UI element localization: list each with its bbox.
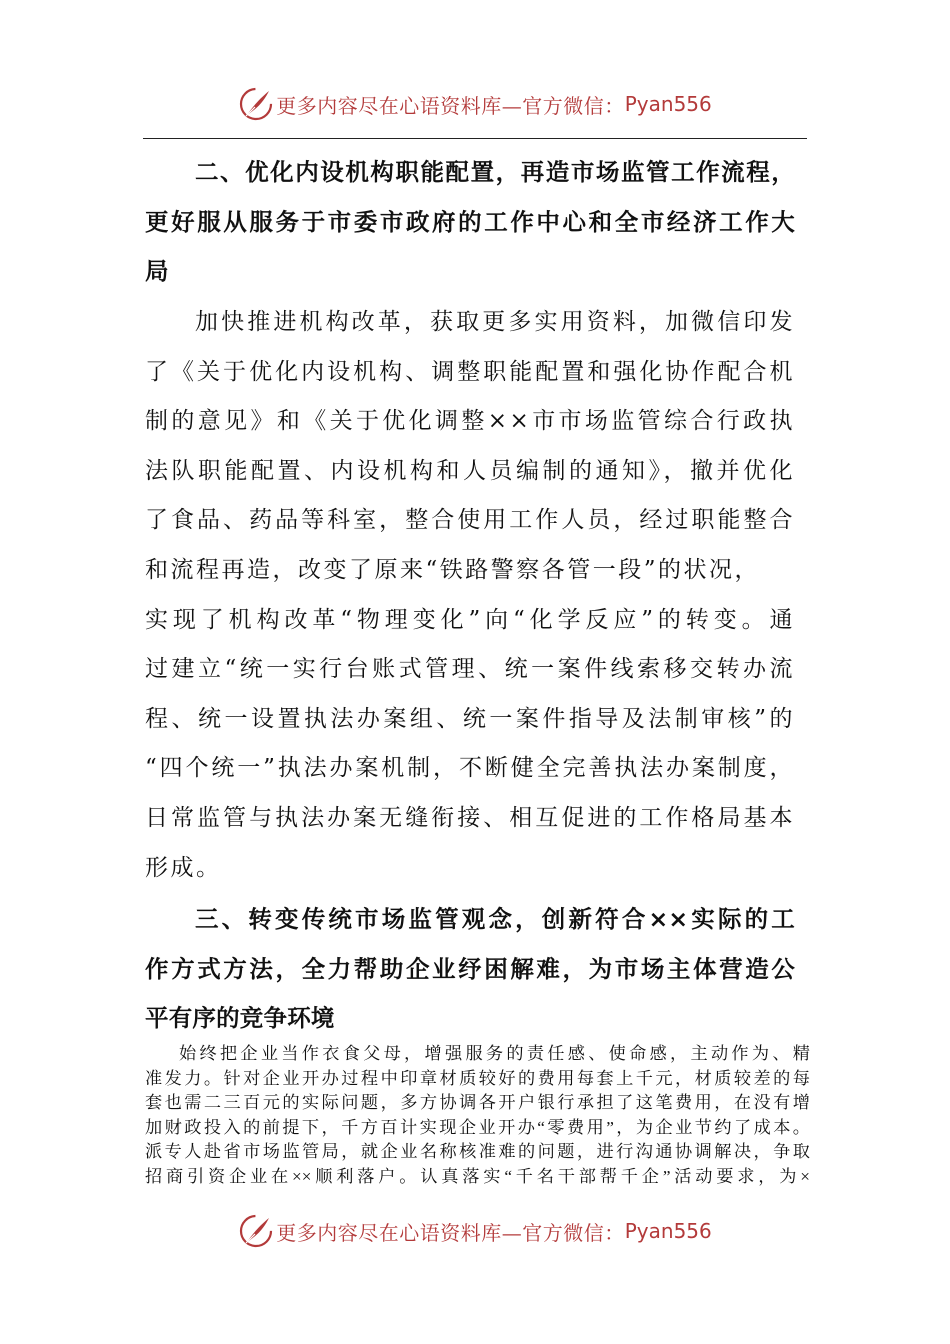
paragraph-line: 制的意见》和《关于优化调整××市市场监管综合行政执 xyxy=(145,408,795,435)
section-two-heading xyxy=(145,148,795,297)
paragraph-line: 加财政投入的前提下，千方百计实现企业开办“零费用”，为企业节约了成本。 xyxy=(145,1117,810,1137)
section-two-paragraph xyxy=(145,298,795,893)
footer-banner-text: 更多内容尽在心语资料库—官方微信： xyxy=(276,1220,625,1245)
paragraph-line: 日常监管与执法办案无缝衔接、相互促进的工作格局基本 xyxy=(145,804,795,831)
paragraph-line: 法队职能配置、内设机构和人员编制的通知》，撤并优化 xyxy=(145,457,795,484)
paragraph-line: 套也需二三百元的实际问题，多方协调各开户银行承担了这笔费用，在没有增 xyxy=(145,1093,810,1112)
heading-line: 作方式方法，全力帮助企业纾困解难，为市场主体营造公 xyxy=(145,954,795,983)
paragraph-line: 过建立“统一实行台账式管理、统一案件线索移交转办流 xyxy=(145,656,795,683)
footer-banner xyxy=(0,1211,950,1251)
header-banner-text: 更多内容尽在心语资料库—官方微信： xyxy=(276,93,625,118)
paragraph-line: 了《关于优化内设机构、调整职能配置和强化协作配合机 xyxy=(145,358,795,385)
paragraph-line: 形成。 xyxy=(145,854,222,881)
section-three-heading xyxy=(145,895,795,1044)
heading-line: 更好服从服务于市委市政府的工作中心和全市经济工作大 xyxy=(145,207,795,236)
section-three-paragraph xyxy=(145,1042,810,1189)
paragraph-line: 实现了机构改革“物理变化”向“化学反应”的转变。通 xyxy=(145,606,795,633)
paragraph-line: 加快推进机构改革，获取更多实用资料，加微信印发 xyxy=(195,309,795,335)
paragraph-line: 准发力。针对企业开办过程中印章材质较好的费用每套上千元，材质较差的每 xyxy=(145,1068,810,1088)
heading-line: 二、优化内设机构职能配置，再造市场监管工作流程， xyxy=(195,158,795,186)
paragraph-line: “四个统一”执法办案机制，不断健全完善执法办案制度， xyxy=(145,755,795,782)
paragraph-line: 始终把企业当作衣食父母，增强服务的责任感、使命感，主动作为、精 xyxy=(179,1044,810,1063)
paragraph-line: 和流程再造，改变了原来“铁路警察各管一段”的状况， xyxy=(145,556,761,583)
header-divider xyxy=(143,138,807,139)
heading-line: 三、转变传统市场监管观念，创新符合××实际的工 xyxy=(195,905,795,933)
heading-line: 局 xyxy=(145,257,169,286)
paragraph-line: 程、统一设置执法办案组、统一案件指导及法制审核”的 xyxy=(145,705,795,732)
header-banner-wechat-id: Pyan556 xyxy=(624,92,712,116)
paragraph-line: 了食品、药品等科室，整合使用工作人员，经过职能整合 xyxy=(145,507,795,534)
quill-logo-icon xyxy=(238,1213,274,1249)
paragraph-line: 招商引资企业在××顺利落户。认真落实“千名干部帮千企”活动要求，为× xyxy=(145,1166,810,1186)
header-banner xyxy=(0,84,950,124)
heading-line: 平有序的竞争环境 xyxy=(145,1004,335,1033)
paragraph-line: 派专人赴省市场监管局，就企业名称核准难的问题，进行沟通协调解决，争取 xyxy=(145,1142,810,1161)
footer-banner-wechat-id: Pyan556 xyxy=(624,1219,712,1243)
quill-logo-icon xyxy=(238,86,274,122)
